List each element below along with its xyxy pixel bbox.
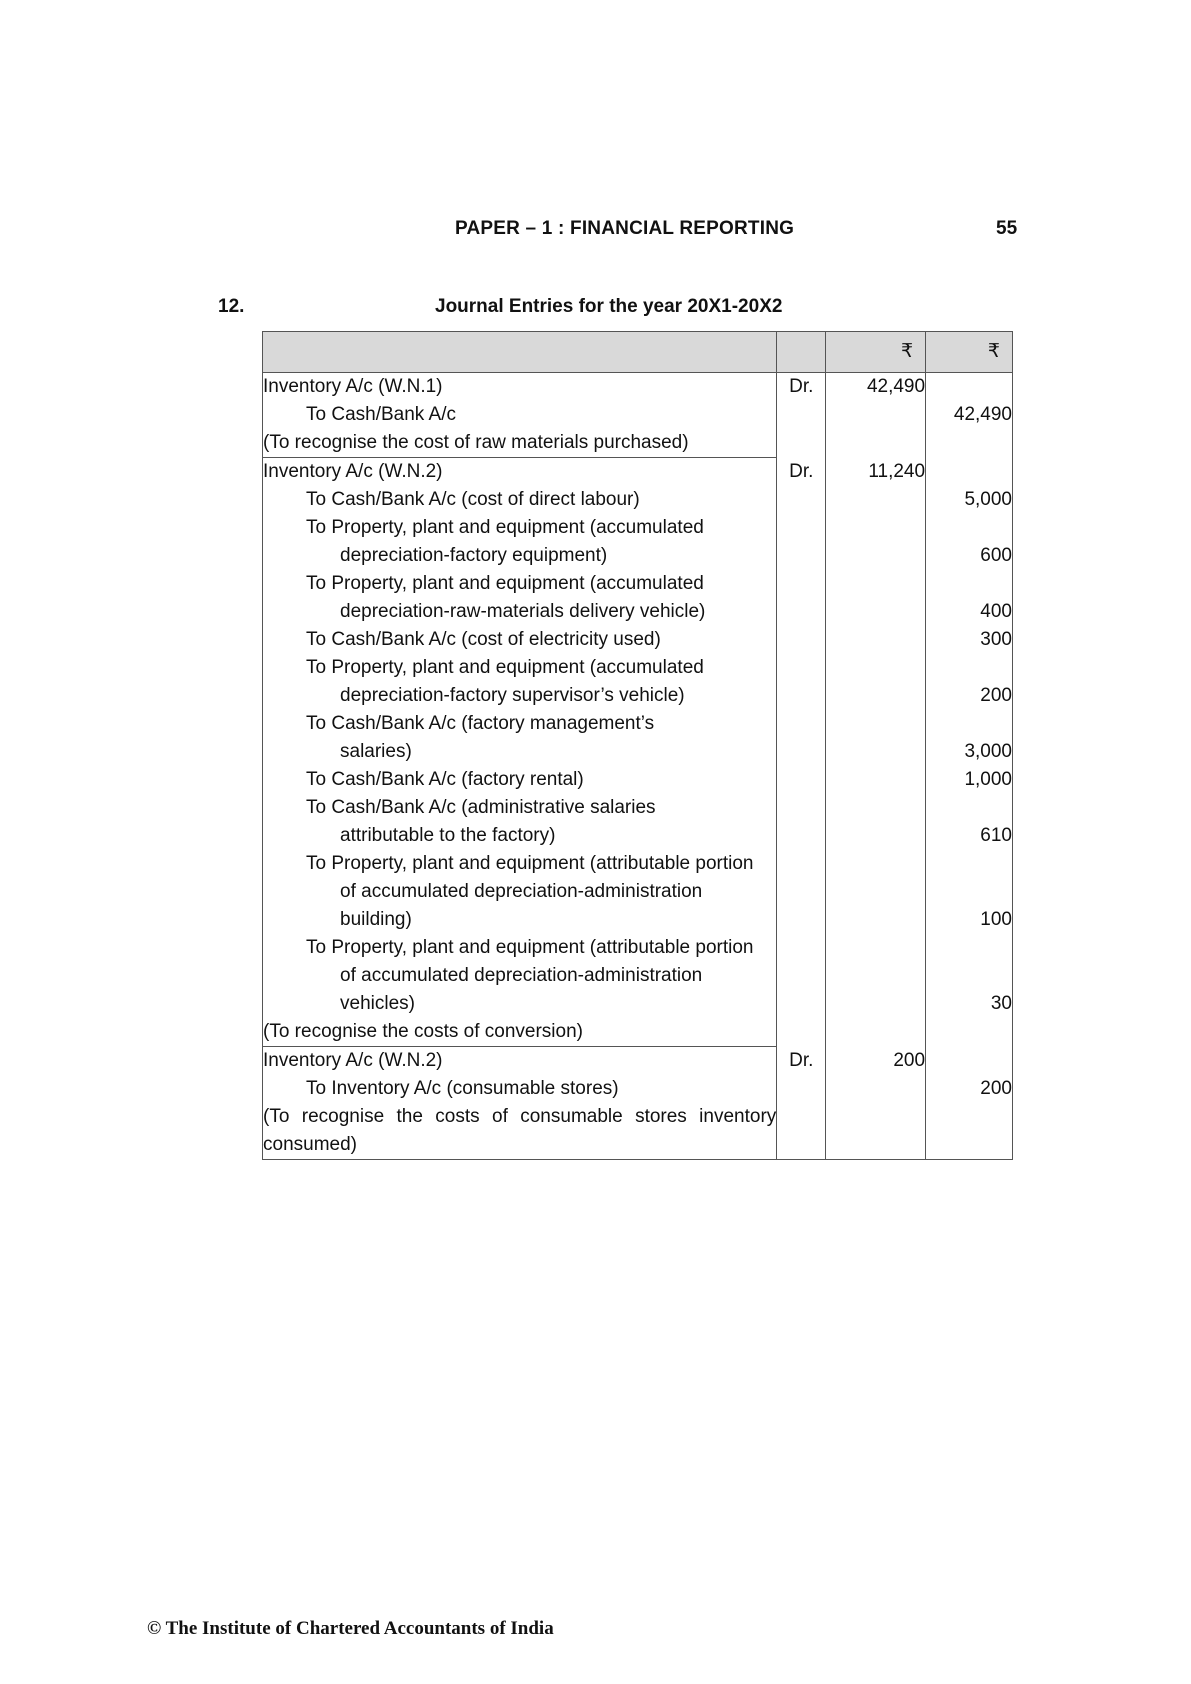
running-header-title: PAPER – 1 : FINANCIAL REPORTING	[455, 218, 795, 239]
narration: (To recognise the costs of conversion)	[263, 1018, 777, 1047]
table-row	[263, 458, 1013, 487]
table-row	[263, 654, 1013, 710]
table-header-row	[263, 332, 1013, 373]
table-row	[263, 850, 1013, 934]
question-number: 12.	[218, 296, 245, 317]
journal-entries-table	[262, 331, 1013, 1160]
credit-amount: 5,000	[926, 486, 1013, 514]
dr-label: Dr.	[777, 373, 826, 402]
debit-currency-header: ₹	[826, 332, 926, 373]
debit-amount: 200	[826, 1047, 926, 1076]
credit-currency-header: ₹	[926, 332, 1013, 373]
credit-account: To Cash/Bank A/c (factory rental)	[306, 769, 584, 790]
credit-amount: 42,490	[926, 401, 1013, 429]
credit-account: To Cash/Bank A/c (cost of electricity used)	[306, 629, 661, 650]
credit-amount: 100	[926, 850, 1013, 934]
credit-amount: 1,000	[926, 766, 1013, 794]
credit-account: To Property, plant and equipment (attributable portion of accumulated depreciation-administration building)	[306, 853, 754, 930]
debit-amount: 11,240	[826, 458, 926, 487]
credit-account: To Cash/Bank A/c (administrative salaries attributable to the factory)	[306, 797, 656, 846]
credit-account: To Cash/Bank A/c (cost of direct labour)	[306, 489, 640, 510]
debit-amount: 42,490	[826, 373, 926, 402]
table-row	[263, 794, 1013, 850]
table-row	[263, 766, 1013, 794]
credit-amount: 200	[926, 1075, 1013, 1103]
table-row	[263, 570, 1013, 626]
table-row	[263, 934, 1013, 1018]
debit-account: Inventory A/c (W.N.1)	[263, 373, 777, 402]
credit-amount: 3,000	[926, 710, 1013, 766]
dr-label: Dr.	[777, 458, 826, 487]
table-row	[263, 1075, 1013, 1103]
credit-amount: 200	[926, 654, 1013, 710]
table-row	[263, 429, 1013, 458]
debit-account: Inventory A/c (W.N.2)	[263, 458, 777, 487]
table-row	[263, 373, 1013, 402]
table-row	[263, 1103, 1013, 1160]
narration: (To recognise the cost of raw materials purchased)	[263, 429, 777, 458]
dr-header	[777, 332, 826, 373]
credit-account: To Cash/Bank A/c (factory management’s salaries)	[306, 713, 655, 762]
credit-amount: 600	[926, 514, 1013, 570]
credit-account: To Property, plant and equipment (accumulated depreciation-factory equipment)	[306, 517, 704, 566]
debit-account: Inventory A/c (W.N.2)	[263, 1047, 777, 1076]
credit-account: To Property, plant and equipment (accumulated depreciation-factory supervisor’s vehicle)	[306, 657, 704, 706]
table-row	[263, 626, 1013, 654]
credit-amount: 30	[926, 934, 1013, 1018]
credit-account: To Inventory A/c (consumable stores)	[306, 1078, 619, 1099]
credit-amount: 400	[926, 570, 1013, 626]
credit-account: To Property, plant and equipment (attributable portion of accumulated depreciation-administration vehicles)	[306, 937, 754, 1014]
particulars-header	[263, 332, 777, 373]
table-title: Journal Entries for the year 20X1-20X2	[435, 296, 783, 317]
table-row	[263, 514, 1013, 570]
table-row	[263, 710, 1013, 766]
credit-account: To Property, plant and equipment (accumulated depreciation-raw-materials delivery vehicle)	[306, 573, 706, 622]
table-row	[263, 401, 1013, 429]
table-row	[263, 486, 1013, 514]
credit-amount: 610	[926, 794, 1013, 850]
table-row	[263, 1018, 1013, 1047]
table-row	[263, 1047, 1013, 1076]
page-number: 55	[996, 218, 1018, 239]
credit-account: To Cash/Bank A/c	[306, 404, 456, 425]
copyright-footer: © The Institute of Chartered Accountants of India	[147, 1618, 554, 1639]
narration: (To recognise the costs of consumable stores inventory consumed)	[263, 1103, 777, 1160]
credit-amount: 300	[926, 626, 1013, 654]
dr-label: Dr.	[777, 1047, 826, 1076]
